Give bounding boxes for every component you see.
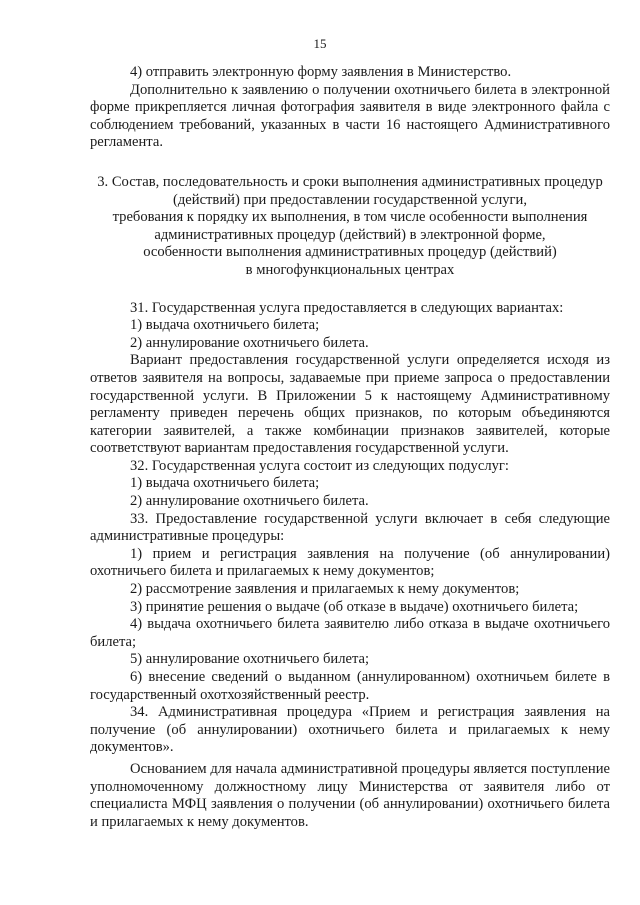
paragraph: 32. Государственная услуга состоит из следующих подуслуг: bbox=[130, 457, 509, 474]
list-item: 3) принятие решения о выдаче (об отказе в выдаче) охотничьего билета; bbox=[130, 598, 579, 615]
page-number: 15 bbox=[313, 36, 327, 51]
paragraph: 31. Государственная услуга предоставляется в следующих вариантах: bbox=[130, 299, 564, 316]
paragraph: 33. Предоставление государственной услуги включает в себя следующие административные процедуры: bbox=[90, 510, 610, 545]
heading-line: административных процедур (действий) в электронной форме, bbox=[154, 226, 546, 243]
heading-line: особенности выполнения административных процедур (действий) bbox=[143, 244, 557, 261]
list-item: 5) аннулирование охотничьего билета; bbox=[130, 651, 370, 668]
list-item: 1) прием и регистрация заявления на получение (об аннулировании) охотничьего билета и прилагаемых к нему документов; bbox=[90, 545, 610, 580]
list-item: 2) аннулирование охотничьего билета. bbox=[130, 334, 369, 351]
paragraph: 4) отправить электронную форму заявления в Министерство. bbox=[130, 64, 512, 80]
list-item: 4) выдача охотничьего билета заявителю либо отказа в выдаче охотничьего билета; bbox=[90, 616, 610, 650]
heading-line: 3. Состав, последовательность и сроки выполнения административных процедур bbox=[97, 173, 603, 190]
heading-line: требования к порядку их выполнения, в том числе особенности выполнения bbox=[112, 209, 588, 226]
section-heading bbox=[90, 174, 610, 280]
list-item: 1) выдача охотничьего билета; bbox=[130, 317, 320, 334]
heading-line: в многофункциональных центрах bbox=[245, 261, 455, 278]
list-item: 2) рассмотрение заявления и прилагаемых к нему документов; bbox=[130, 581, 520, 598]
paragraph: Вариант предоставления государственной услуги определяется исходя из ответов заявителя на вопросы, задаваемые при приеме запроса о предоставлении государственной услуги. В Приложении 5 к настоящему Административному регламенту приведен перечень общих признаков, по которым объединяются категории заявителей, а также комбинации признаков заявителей, которые соответствуют вариантам предоставления государственной услуги. bbox=[90, 352, 610, 457]
paragraph: Дополнительно к заявлению о получении охотничьего билета в электронной форме прикрепляется личная фотография заявителя в виде электронного файла с соблюдением требований, указанных в части 16 настоящего Административного регламента. bbox=[90, 81, 610, 151]
list-item: 2) аннулирование охотничьего билета. bbox=[130, 493, 369, 510]
paragraph: 34. Административная процедура «Прием и регистрация заявления на получение (об аннулировании) охотничьего билета и прилагаемых к нему документов». bbox=[90, 704, 610, 756]
document-body bbox=[90, 64, 610, 831]
list-item: 1) выдача охотничьего билета; bbox=[130, 475, 320, 492]
paragraph: Основанием для начала административной процедуры является поступление уполномоченному должностному лицу Министерства от заявителя либо от специалиста МФЦ заявления о получении (об аннулировании) охотничьего билета и прилагаемых к нему документов. bbox=[90, 760, 610, 830]
list-item: 6) внесение сведений о выданном (аннулированном) охотничьем билете в государственный охотхозяйственный реестр. bbox=[90, 669, 610, 703]
heading-line: (действий) при предоставлении государственной услуги, bbox=[173, 191, 527, 208]
